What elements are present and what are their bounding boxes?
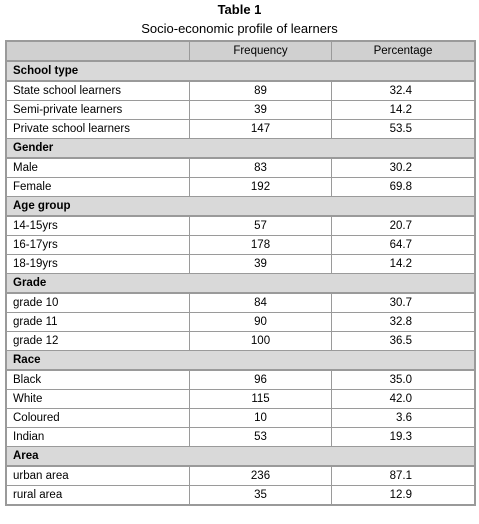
table-body <box>7 42 474 504</box>
row-label-cell: grade 11 <box>7 313 190 332</box>
row-label-cell: Coloured <box>7 409 190 428</box>
table-row <box>7 255 474 274</box>
percentage-cell: 3.6 <box>332 409 474 428</box>
percentage-cell: 53.5 <box>332 120 474 139</box>
frequency-cell: 236 <box>190 467 332 486</box>
table-row <box>7 159 474 178</box>
section-title: Grade <box>7 274 474 294</box>
table-subtitle: Socio-economic profile of learners <box>141 21 338 36</box>
row-label-cell: White <box>7 390 190 409</box>
row-label-cell: 18-19yrs <box>7 255 190 274</box>
table-row <box>7 294 474 313</box>
row-label-cell: Indian <box>7 428 190 447</box>
frequency-cell: 39 <box>190 255 332 274</box>
percentage-cell: 14.2 <box>332 101 474 120</box>
table-title: Table 1 <box>217 2 262 17</box>
table-row <box>7 428 474 447</box>
table-row <box>7 467 474 486</box>
header-cell-frequency: Frequency <box>190 42 332 62</box>
percentage-cell: 32.8 <box>332 313 474 332</box>
percentage-cell: 30.2 <box>332 159 474 178</box>
row-label-cell: rural area <box>7 486 190 504</box>
frequency-cell: 53 <box>190 428 332 447</box>
frequency-cell: 83 <box>190 159 332 178</box>
header-cell-label <box>7 42 190 62</box>
section-title: Area <box>7 447 474 467</box>
row-label-cell: Female <box>7 178 190 197</box>
table-row <box>7 178 474 197</box>
percentage-cell: 19.3 <box>332 428 474 447</box>
row-label-cell: Semi-private learners <box>7 101 190 120</box>
table-container <box>5 40 472 506</box>
section-title: Age group <box>7 197 474 217</box>
percentage-cell: 87.1 <box>332 467 474 486</box>
percentage-cell: 64.7 <box>332 236 474 255</box>
section-header-row <box>7 62 474 82</box>
frequency-cell: 96 <box>190 371 332 390</box>
frequency-cell: 10 <box>190 409 332 428</box>
table-row <box>7 371 474 390</box>
frequency-cell: 115 <box>190 390 332 409</box>
section-header-row <box>7 447 474 467</box>
header-cell-percentage: Percentage <box>332 42 474 62</box>
table-row <box>7 332 474 351</box>
frequency-cell: 100 <box>190 332 332 351</box>
table-row <box>7 236 474 255</box>
table-row <box>7 217 474 236</box>
percentage-cell: 14.2 <box>332 255 474 274</box>
percentage-cell: 20.7 <box>332 217 474 236</box>
row-label-cell: 16-17yrs <box>7 236 190 255</box>
percentage-cell: 32.4 <box>332 82 474 101</box>
table-row <box>7 390 474 409</box>
table-row <box>7 313 474 332</box>
frequency-cell: 90 <box>190 313 332 332</box>
section-title: School type <box>7 62 474 82</box>
row-label-cell: State school learners <box>7 82 190 101</box>
section-title: Gender <box>7 139 474 159</box>
percentage-cell: 12.9 <box>389 489 412 501</box>
frequency-cell: 84 <box>190 294 332 313</box>
section-title: Race <box>7 351 474 371</box>
section-header-row <box>7 351 474 371</box>
row-label-cell: Private school learners <box>7 120 190 139</box>
table-row <box>7 120 474 139</box>
row-label-cell: urban area <box>7 467 190 486</box>
frequency-cell: 178 <box>190 236 332 255</box>
table-row <box>7 101 474 120</box>
row-label-cell: Male <box>7 159 190 178</box>
frequency-cell: 89 <box>190 82 332 101</box>
table-row <box>7 82 474 101</box>
section-header-row <box>7 274 474 294</box>
row-label-cell: 14-15yrs <box>7 217 190 236</box>
frequency-cell: 192 <box>190 178 332 197</box>
row-label-cell: grade 10 <box>7 294 190 313</box>
header-row <box>7 42 474 62</box>
percentage-cell: 69.8 <box>332 178 474 197</box>
frequency-cell: 57 <box>190 217 332 236</box>
row-label-cell: Black <box>7 371 190 390</box>
row-label-cell: grade 12 <box>7 332 190 351</box>
learner-profile-table <box>5 40 476 506</box>
percentage-cell: 35.0 <box>332 371 474 390</box>
section-header-row <box>7 139 474 159</box>
frequency-cell: 35 <box>190 486 332 504</box>
frequency-cell: 39 <box>190 101 332 120</box>
percentage-cell: 36.5 <box>332 332 474 351</box>
percentage-cell: 42.0 <box>332 390 474 409</box>
table-row <box>7 409 474 428</box>
percentage-cell: 30.7 <box>332 294 474 313</box>
table-row <box>7 486 474 504</box>
section-header-row <box>7 197 474 217</box>
frequency-cell: 147 <box>190 120 332 139</box>
